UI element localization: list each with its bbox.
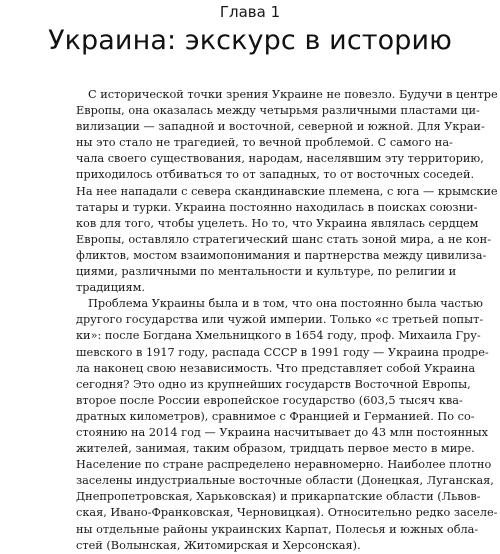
text-line: дратных километров), сравнимое с Францией и Германией. По со- bbox=[76, 409, 475, 423]
text-line: Население по стране распределено неравномерно. Наиболее плотно bbox=[76, 458, 492, 472]
text-line: жителей, занимая, таким образом, тридцать первое место в мире. bbox=[76, 442, 475, 456]
chapter-label: Глава 1 bbox=[219, 3, 281, 21]
text-line: приходилось отбиваться то от западных, то от восточных соседей. bbox=[76, 168, 475, 182]
paragraph-2 bbox=[76, 296, 498, 554]
text-line: традициям. bbox=[76, 281, 146, 295]
text-line: вилизации — западной и восточной, северной и южной. Для Украи- bbox=[76, 120, 485, 134]
text-line: заселены индустриальные восточные области (Донецкая, Луганская, bbox=[76, 474, 494, 488]
text-line: сегодня? Это одно из крупнейших государств Восточной Европы, bbox=[76, 377, 471, 391]
text-line: стей (Волынская, Житомирская и Херсонская). bbox=[76, 538, 361, 552]
paragraph-1 bbox=[76, 87, 498, 296]
text-line: второе после России европейское государство (603,5 тысяч ква- bbox=[76, 393, 463, 407]
text-line: Днепропетровская, Харьковская) и прикарпатские области (Львов- bbox=[76, 490, 481, 504]
text-line: стоянию на 2014 год — Украина насчитывает до 43 млн постоянных bbox=[76, 425, 489, 439]
text-line: ны отдельные районы украинских Карпат, Полесья и южных обла- bbox=[76, 522, 479, 536]
text-line: шевского в 1917 году, распада СССР в 1991 году — Украина продре- bbox=[76, 345, 489, 359]
text-line: ки»: после Богдана Хмельницкого в 1654 году, проф. Михаила Гру- bbox=[76, 329, 481, 343]
text-line: татары и турки. Украина постоянно находилась в поисках союзни- bbox=[76, 200, 478, 214]
text-line: циями, различными по ментальности и культуре, по религии и bbox=[76, 265, 457, 279]
body-text bbox=[76, 87, 498, 554]
text-line: На нее нападали с севера скандинавские племена, с юга — крымские bbox=[76, 184, 498, 198]
chapter-title: Украина: экскурс в историю bbox=[48, 25, 452, 56]
text-line: ла наконец свою независимость. Что представляет собой Украина bbox=[76, 361, 476, 375]
text-line: фликтов, мостом взаимопонимания и партнерства между цивилиза- bbox=[76, 248, 487, 262]
text-line: чала своего существования, народам, населявшим эту территорию, bbox=[76, 152, 484, 166]
text-line: Европы, она оказалась между четырьмя различными пластами ци- bbox=[76, 104, 480, 118]
text-line: ны это стало не трагедией, то вечной проблемой. С самого на- bbox=[76, 136, 453, 150]
text-line: ская, Ивано-Франковская, Черновицкая). Относительно редко заселе- bbox=[76, 506, 498, 520]
text-line: С исторической точки зрения Украине не повезло. Будучи в центре bbox=[88, 88, 498, 101]
text-line: другого государства или чужой империи. Только «с третьей попыт- bbox=[76, 313, 484, 327]
text-line: ков для того, чтобы уцелеть. Но то, что Украина являлась сердцем bbox=[76, 216, 479, 230]
text-line: Проблема Украины была и в том, что она постоянно была частью bbox=[88, 297, 483, 311]
text-line: Европы, оставляло стратегический шанс стать зоной мира, а не кон- bbox=[76, 232, 492, 246]
